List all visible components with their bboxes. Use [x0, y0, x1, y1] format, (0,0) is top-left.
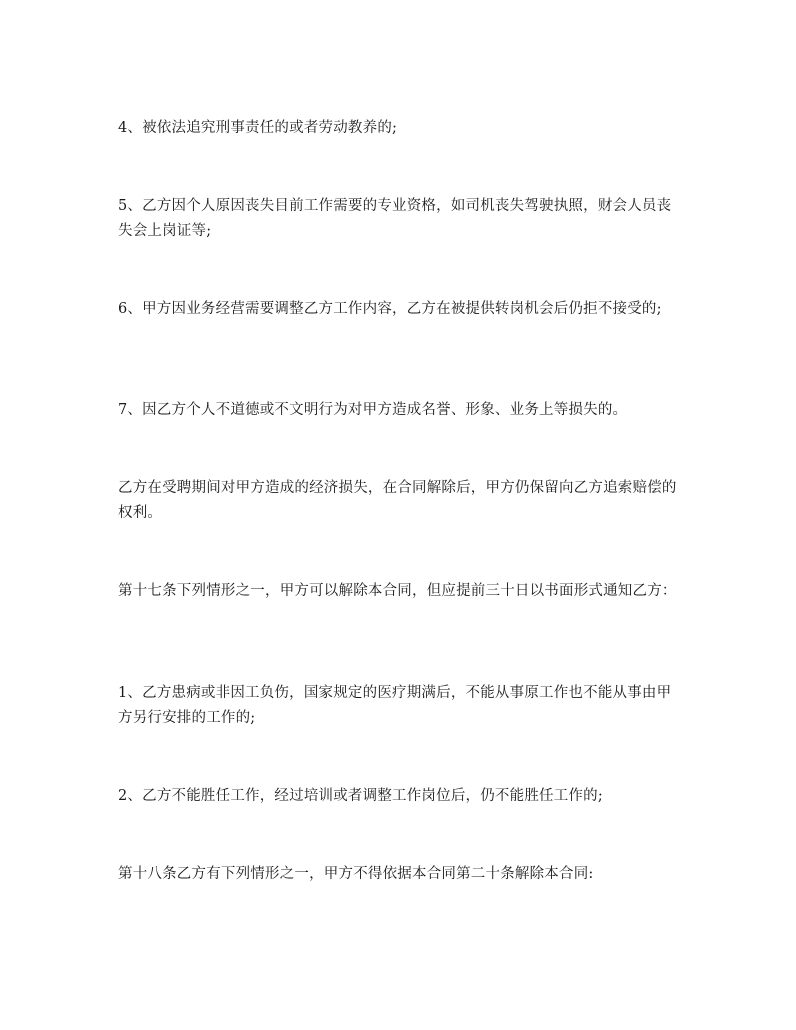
paragraph-liability: 乙方在受聘期间对甲方造成的经济损失，在合同解除后，甲方仍保留向乙方追索赔偿的权利。	[118, 480, 677, 521]
paragraph-article-17: 第十七条下列情形之一，甲方可以解除本合同，但应提前三十日以书面形式通知乙方：	[118, 583, 677, 599]
paragraph-article-18: 第十八条乙方有下列情形之一，甲方不得依据本合同第二十条解除本合同:	[118, 866, 594, 882]
paragraph-item-5: 5、乙方因个人原因丧失目前工作需要的专业资格，如司机丧失驾驶执照，财会人员丧失会上岗证等;	[118, 198, 672, 239]
paragraph-article-17-item-1: 1、乙方患病或非因工负伤，国家规定的医疗期满后，不能从事原工作也不能从事由甲方另行安排的工作的;	[118, 685, 672, 726]
paragraph-item-6: 6、甲方因业务经营需要调整乙方工作内容，乙方在被提供转岗机会后仍拒不接受的;	[118, 301, 662, 317]
paragraph-article-17-item-2: 2、乙方不能胜任工作，经过培训或者调整工作岗位后，仍不能胜任工作的;	[118, 788, 603, 804]
paragraph-item-7: 7、因乙方个人不道德或不文明行为对甲方造成名誉、形象、业务上等损失的。	[118, 402, 628, 418]
paragraph-item-4: 4、被依法追究刑事责任的或者劳动教养的;	[118, 120, 398, 136]
